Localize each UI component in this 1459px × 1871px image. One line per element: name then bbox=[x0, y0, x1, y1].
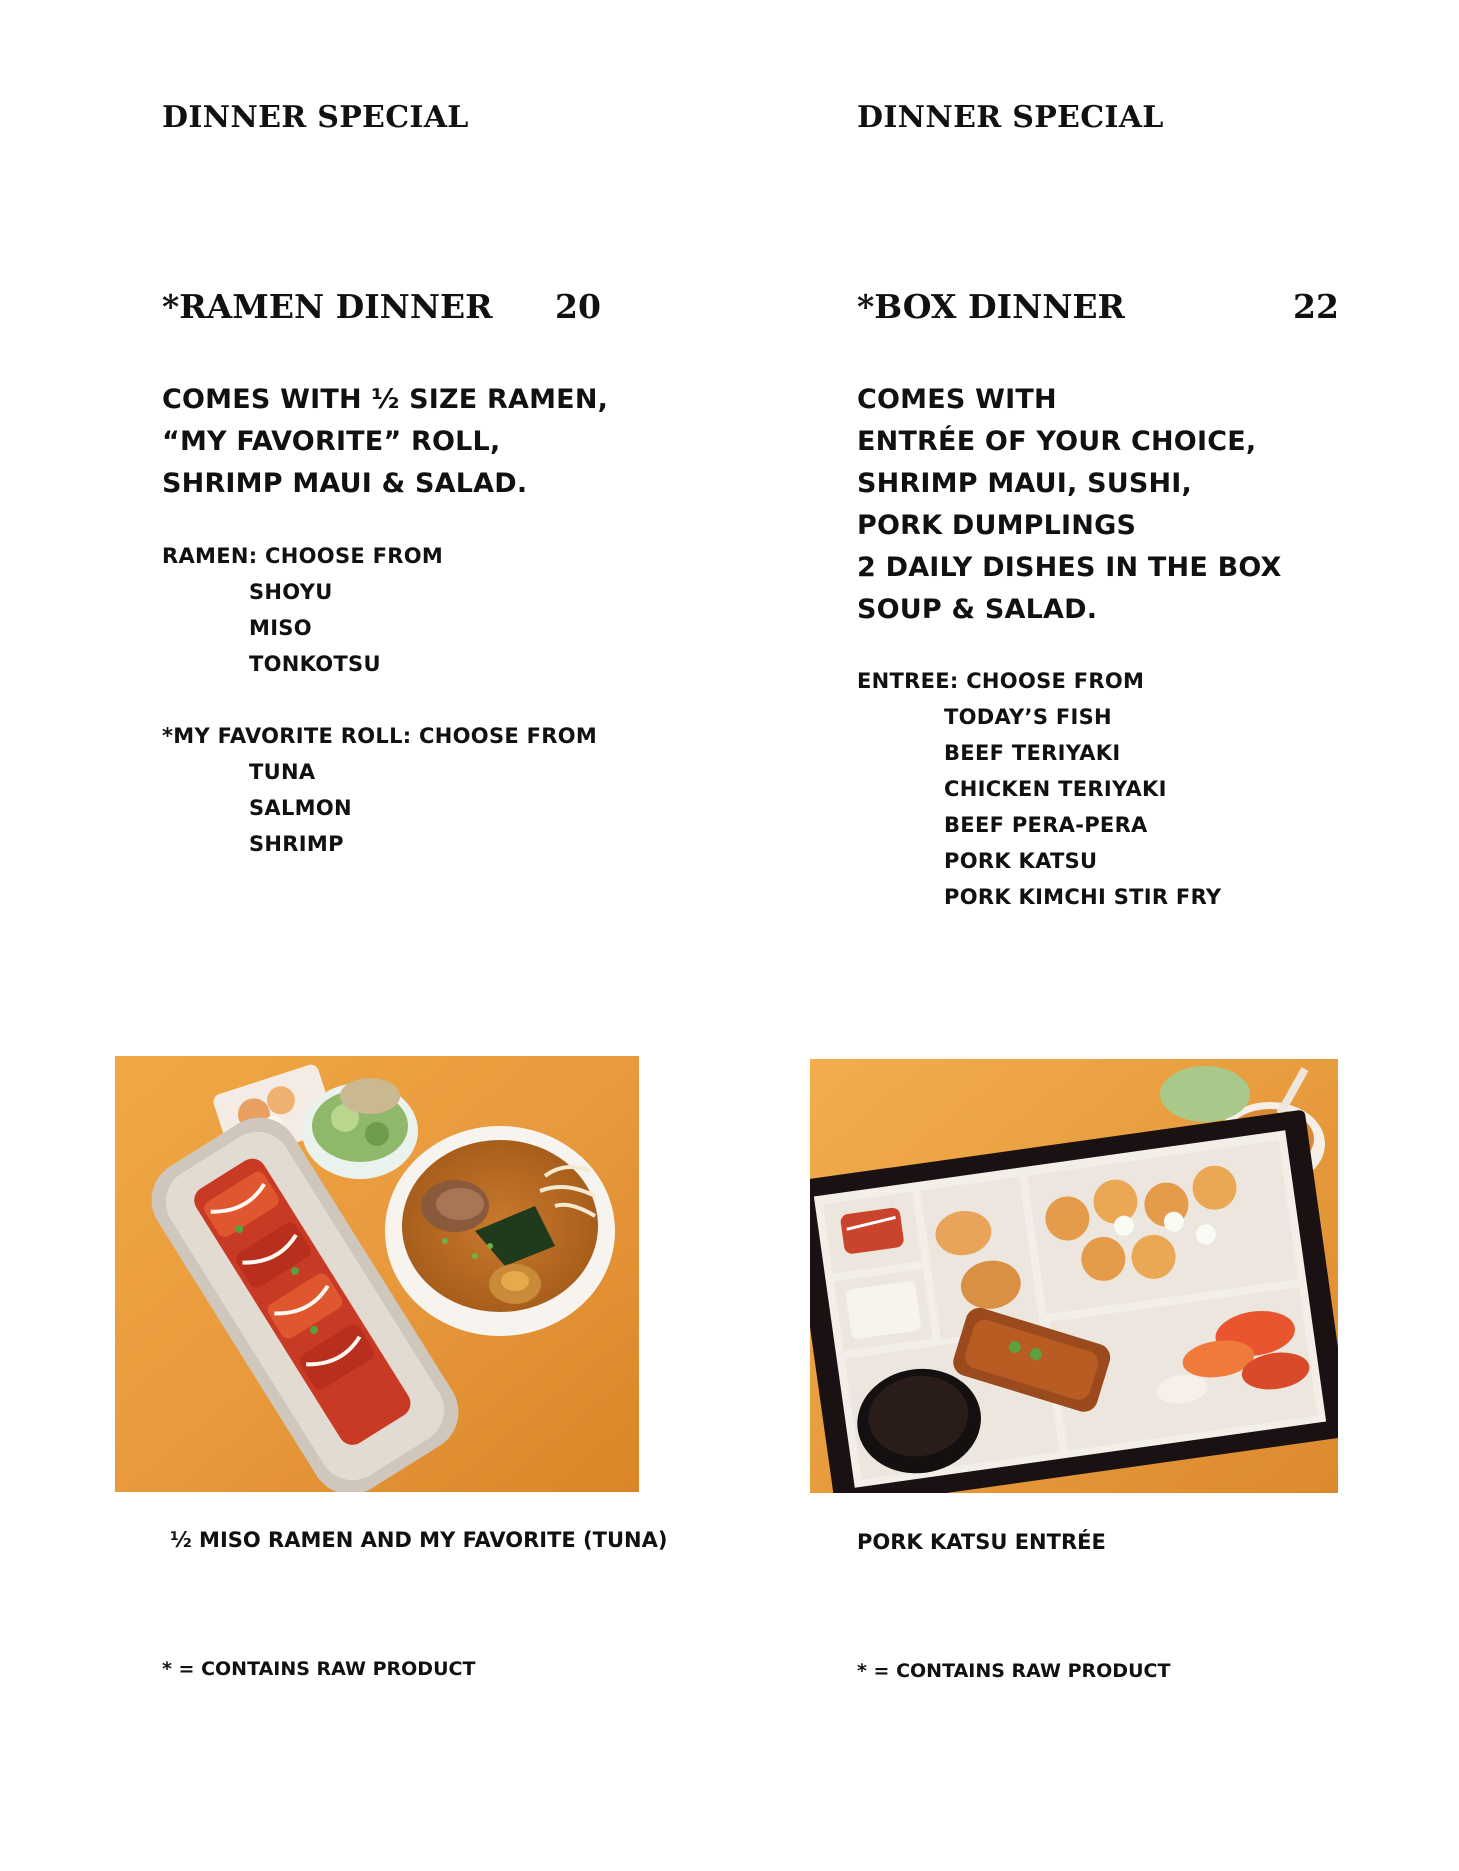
left-heading: DINNER SPECIAL bbox=[162, 100, 469, 135]
choice-item: PORK KIMCHI STIR FRY bbox=[944, 885, 1222, 909]
choice-item: TONKOTSU bbox=[249, 652, 381, 676]
right-raw-product-note: * = CONTAINS RAW PRODUCT bbox=[857, 1660, 1171, 1682]
ramen-dinner-title: *RAMEN DINNER bbox=[162, 287, 493, 326]
choice-item: TUNA bbox=[249, 760, 316, 784]
choice-item: SHRIMP bbox=[249, 832, 344, 856]
choice-item: SALMON bbox=[249, 796, 352, 820]
choice-heading-entree: ENTREE: CHOOSE FROM bbox=[857, 669, 1145, 693]
box-dinner-photo-caption: PORK KATSU ENTRÉE bbox=[857, 1530, 1106, 1554]
choice-item: BEEF TERIYAKI bbox=[944, 741, 1121, 765]
box-dinner-price: 22 bbox=[1293, 287, 1339, 326]
choice-item: SHOYU bbox=[249, 580, 333, 604]
description-line: 2 DAILY DISHES IN THE BOX bbox=[857, 552, 1282, 583]
description-line: SHRIMP MAUI, SUSHI, bbox=[857, 468, 1193, 499]
ramen-dinner-price: 20 bbox=[555, 287, 601, 326]
description-line: “MY FAVORITE” ROLL, bbox=[162, 426, 501, 457]
box-dinner-description bbox=[857, 379, 1282, 631]
right-heading: DINNER SPECIAL bbox=[857, 100, 1164, 135]
choice-heading-roll: *MY FAVORITE ROLL: CHOOSE FROM bbox=[162, 724, 598, 748]
choice-item: MISO bbox=[249, 616, 312, 640]
description-line: SHRIMP MAUI & SALAD. bbox=[162, 468, 528, 499]
description-line: ENTRÉE OF YOUR CHOICE, bbox=[857, 426, 1257, 457]
box-dinner-options bbox=[857, 663, 1221, 915]
choice-item: PORK KATSU bbox=[944, 849, 1098, 873]
ramen-dinner-options bbox=[162, 538, 597, 862]
description-line: SOUP & SALAD. bbox=[857, 594, 1098, 625]
choice-item: BEEF PERA-PERA bbox=[944, 813, 1148, 837]
description-line: PORK DUMPLINGS bbox=[857, 510, 1137, 541]
box-dinner-photo bbox=[810, 1059, 1338, 1493]
ramen-dinner-description bbox=[162, 379, 608, 505]
description-line: COMES WITH bbox=[857, 384, 1057, 415]
ramen-dinner-photo bbox=[115, 1056, 639, 1492]
choice-heading-ramen: RAMEN: CHOOSE FROM bbox=[162, 544, 444, 568]
ramen-dinner-photo-caption: ½ MISO RAMEN AND MY FAVORITE (TUNA) bbox=[170, 1528, 668, 1552]
description-line: COMES WITH ½ SIZE RAMEN, bbox=[162, 384, 609, 415]
choice-item: TODAY’S FISH bbox=[944, 705, 1112, 729]
choice-item: CHICKEN TERIYAKI bbox=[944, 777, 1167, 801]
box-dinner-title: *BOX DINNER bbox=[857, 287, 1125, 326]
left-raw-product-note: * = CONTAINS RAW PRODUCT bbox=[162, 1658, 476, 1680]
